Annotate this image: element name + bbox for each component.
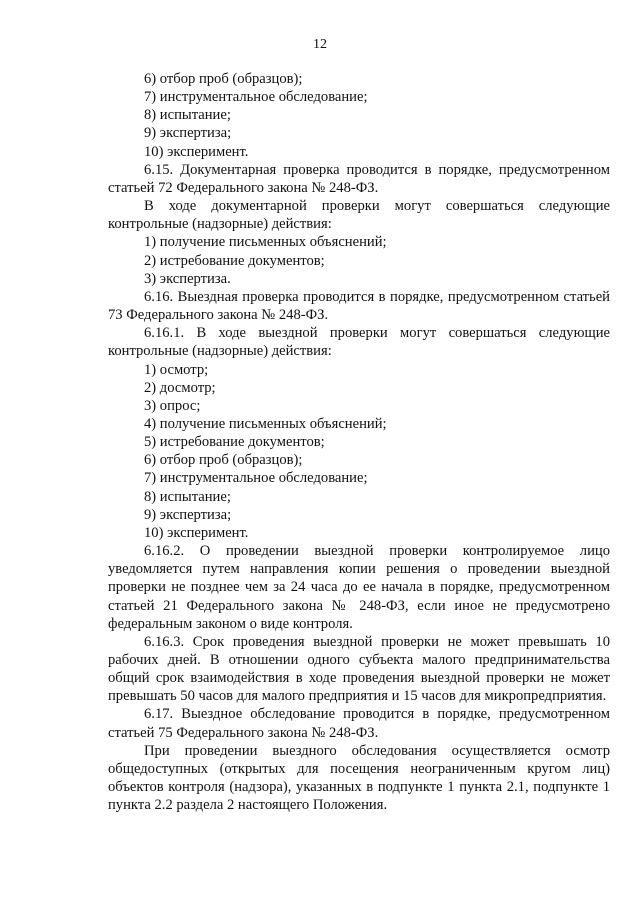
list-item: 10) эксперимент. (144, 524, 249, 541)
list-item: 10) эксперимент. (144, 143, 249, 160)
list-item: 5) истребование документов; (144, 434, 325, 451)
list-item: 1) осмотр; (144, 361, 209, 378)
list-item: 2) истребование документов; (144, 252, 325, 269)
list-item: 7) инструментальное обследование; (144, 89, 368, 106)
list-item: 9) экспертиза; (144, 506, 232, 523)
list-item: 6) отбор проб (образцов); (144, 71, 303, 87)
list-item: 3) опрос; (144, 397, 201, 414)
document-body (108, 70, 610, 814)
paragraph-6-16-1: 6.16.1. В ходе выездной проверки могут совершаться следующие контрольные (надзорные) действия: (108, 325, 610, 360)
page-number: 12 (313, 37, 327, 52)
paragraph-6-16-2: 6.16.2. О проведении выездной проверки контролируемое лицо уведомляется путем направления копии решения о проведении выездной проверки не позднее чем за 24 часа до ее начала в порядке, предусмотренном статьей 21 Федерального закона № 248-ФЗ, если иное не предусмотрено федеральным законом о виде контроля. (108, 543, 610, 632)
list-item: 3) экспертиза. (144, 270, 231, 287)
paragraph-6-15: 6.15. Документарная проверка проводится в порядке, предусмотренном статьей 72 Федерального закона № 248-ФЗ. (108, 161, 610, 196)
list-item: 7) инструментальное обследование; (144, 470, 368, 487)
list-item: 6) отбор проб (образцов); (144, 452, 303, 469)
list-item: 9) экспертиза; (144, 125, 232, 142)
list-item: 8) испытание; (144, 488, 231, 505)
list-item: 8) испытание; (144, 107, 231, 124)
paragraph: При проведении выездного обследования осуществляется осмотр общедоступных (открытых для посещения неограниченным кругом лиц) объектов контроля (надзора), указанных в подпункте 1 пункта 2.1, подпункте 1 пункта 2.2 раздела 2 настоящего Положения. (108, 742, 610, 814)
list-item: 1) получение письменных объяснений; (144, 234, 387, 251)
paragraph-6-16-3: 6.16.3. Срок проведения выездной проверки не может превышать 10 рабочих дней. В отношении одного субъекта малого предпринимательства общий срок взаимодействия в ходе проведения выездной проверки не может превышать 50 часов для малого предприятия и 15 часов для микропредприятия. (108, 633, 610, 705)
list-item: 2) досмотр; (144, 379, 216, 396)
paragraph-6-16: 6.16. Выездная проверка проводится в порядке, предусмотренном статьей 73 Федерального закона № 248-ФЗ. (108, 288, 610, 324)
list-item: 4) получение письменных объяснений; (144, 415, 387, 432)
paragraph-6-17: 6.17. Выездное обследование проводится в порядке, предусмотренном статьей 75 Федерального закона № 248-ФЗ. (108, 706, 610, 741)
paragraph: В ходе документарной проверки могут совершаться следующие контрольные (надзорные) действия: (108, 198, 610, 233)
